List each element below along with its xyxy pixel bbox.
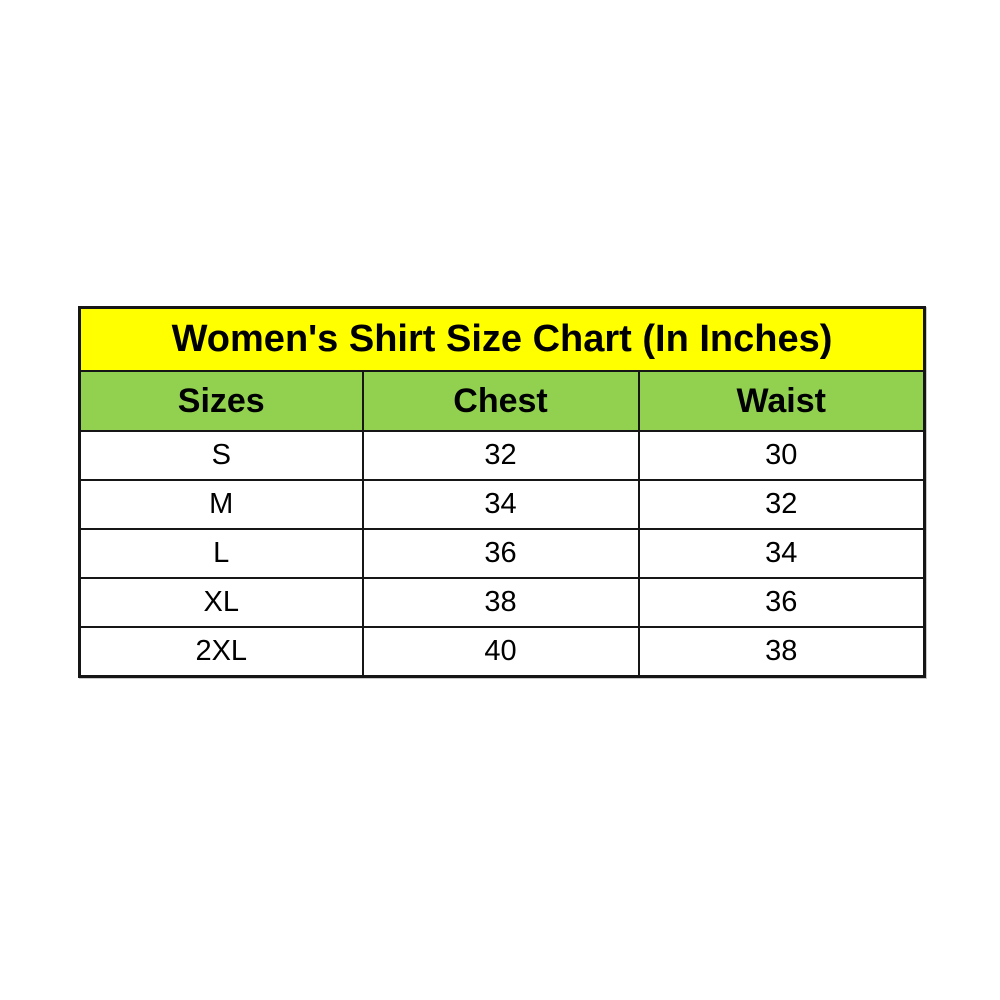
cell-chest: 32 [363,431,639,480]
cell-size: S [80,431,363,480]
cell-chest: 38 [363,578,639,627]
cell-waist: 38 [639,627,925,677]
cell-chest: 36 [363,529,639,578]
size-chart-table [78,306,926,678]
cell-size: M [80,480,363,529]
cell-waist: 32 [639,480,925,529]
table-row [80,578,925,627]
column-header-sizes: Sizes [80,371,363,431]
table-row [80,480,925,529]
cell-size: L [80,529,363,578]
table-title: Women's Shirt Size Chart (In Inches) [80,308,925,372]
cell-waist: 34 [639,529,925,578]
cell-waist: 30 [639,431,925,480]
cell-chest: 34 [363,480,639,529]
column-header-waist: Waist [639,371,925,431]
table-title-row [80,308,925,372]
table-row [80,431,925,480]
cell-size: XL [80,578,363,627]
column-header-chest: Chest [363,371,639,431]
cell-waist: 36 [639,578,925,627]
table-header-row [80,371,925,431]
table-row [80,627,925,677]
table-row [80,529,925,578]
cell-size: 2XL [80,627,363,677]
cell-chest: 40 [363,627,639,677]
